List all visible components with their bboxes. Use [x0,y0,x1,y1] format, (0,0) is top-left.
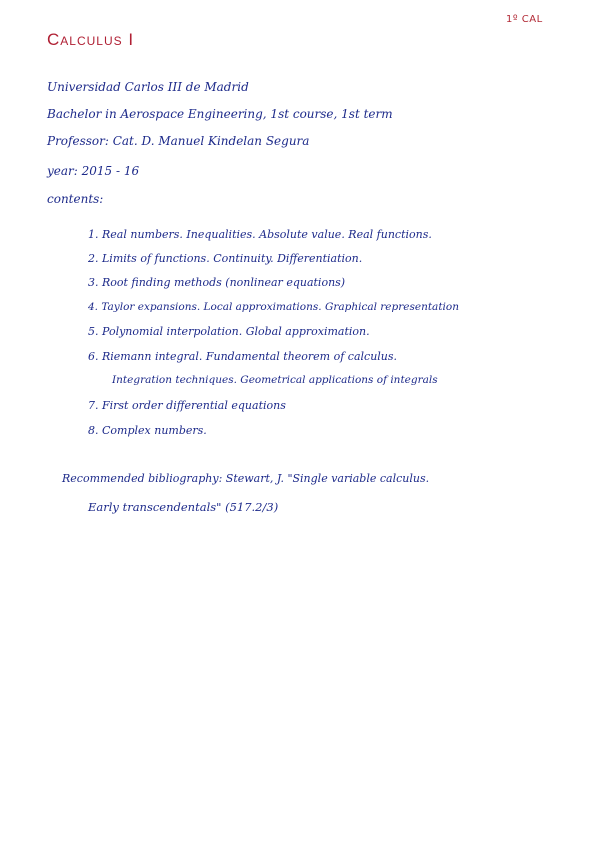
year-line: year: 2015 - 16 [47,164,140,178]
contents-item: 7. First order differential equations [88,399,286,412]
contents-item: 6. Riemann integral. Fundamental theorem of calculus. [88,350,398,363]
corner-note: 1º CAL [506,14,543,25]
contents-item: 3. Root finding methods (nonlinear equations) [88,276,346,289]
contents-item: 1. Real numbers. Inequalities. Absolute value. Real functions. [88,228,432,241]
contents-item: 4. Taylor expansions. Local approximations. Graphical representation [88,301,459,313]
bibliography-line-2: Early transcendentals" (517.2/3) [88,500,279,514]
university-line: Universidad Carlos III de Madrid [47,80,249,94]
contents-item: 8. Complex numbers. [88,424,207,437]
page-title: Calculus I [47,30,135,49]
bibliography-line-1: Recommended bibliography: Stewart, J. "Single variable calculus. [62,472,430,485]
contents-item: 2. Limits of functions. Continuity. Differentiation. [88,252,363,265]
contents-item: Integration techniques. Geometrical applications of integrals [112,374,438,386]
contents-label: contents: [47,192,104,206]
professor-line: Professor: Cat. D. Manuel Kindelan Segura [47,134,310,148]
contents-item: 5. Polynomial interpolation. Global approximation. [88,325,370,338]
degree-line: Bachelor in Aerospace Engineering, 1st course, 1st term [47,107,393,121]
